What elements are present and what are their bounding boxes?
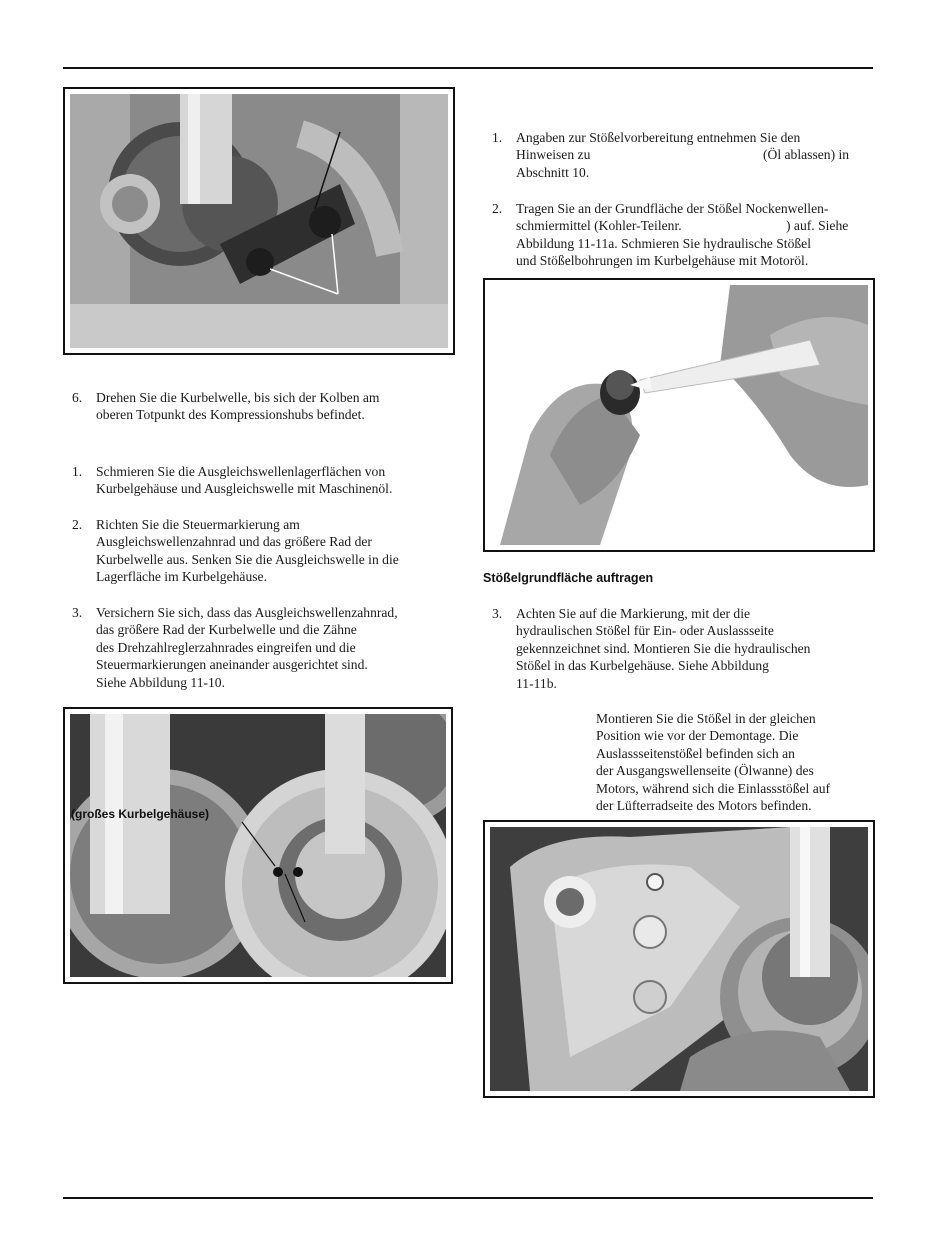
text-line: das größere Rad der Kurbelwelle und die Zähne	[96, 622, 357, 638]
figure-caption: Stößelgrundfläche auftragen	[483, 571, 654, 585]
gear-photo	[70, 714, 446, 977]
text-line: hydraulischen Stößel für Ein- oder Auslassseite	[516, 623, 774, 639]
text-line-split	[516, 146, 866, 163]
tappet-photo	[490, 285, 868, 545]
text-line: Motors, während sich die Einlassstößel auf	[596, 780, 831, 796]
text-fragment: schmiermittel (Kohler-Teilenr.	[516, 218, 682, 234]
text-line: Drehen Sie die Kurbelwelle, bis sich der Kolben am	[96, 390, 380, 405]
step-number: 2.	[492, 201, 503, 216]
bottom-rule	[63, 1197, 873, 1199]
text-line: Montieren Sie die Stößel in der gleichen	[596, 711, 816, 726]
text-line: gekennzeichnet sind. Montieren Sie die hydraulischen	[516, 640, 811, 656]
text-line: Auslassseitenstößel befinden sich an	[596, 745, 795, 761]
text-line: Abbildung 11-11a. Schmieren Sie hydraulische Stößel	[516, 235, 811, 251]
figure-label: (großes Kurbelgehäuse)	[71, 807, 210, 821]
text-fragment: ) auf. Siehe	[786, 218, 849, 234]
text-fragment: Hinweisen zu	[516, 147, 591, 163]
crankcase-gear-photo	[490, 827, 868, 1091]
figure-tappet-install-photo	[483, 820, 875, 1098]
text-line: Abschnitt 10.	[516, 164, 590, 180]
crankcase-photo	[70, 94, 448, 348]
text-line: Kurbelgehäuse und Ausgleichswelle mit Maschinenöl.	[96, 481, 393, 497]
text-line: der Lüfterradseite des Motors befinden.	[596, 798, 812, 814]
text-line: Angaben zur Stößelvorbereitung entnehmen Sie den	[516, 130, 801, 145]
text-line: Schmieren Sie die Ausgleichswellenlagerflächen von	[96, 464, 386, 479]
text-line: Tragen Sie an der Grundfläche der Stößel Nockenwellen-	[516, 201, 829, 216]
top-rule	[63, 67, 873, 69]
text-line: Achten Sie auf die Markierung, mit der die	[516, 606, 751, 621]
step-number: 2.	[72, 517, 83, 532]
text-line: Steuermarkierungen aneinander ausgerichtet sind.	[96, 657, 368, 673]
step-number: 6.	[72, 390, 83, 405]
text-line: Ausgleichswellenzahnrad und das größere Rad der	[96, 534, 372, 550]
text-line: Lagerfläche im Kurbelgehäuse.	[96, 569, 267, 585]
text-line: Richten Sie die Steuermarkierung am	[96, 517, 300, 532]
text-line: der Ausgangswellenseite (Ölwanne) des	[596, 763, 814, 779]
figure-tappet-lubricant-photo	[483, 278, 875, 552]
text-line: 11-11b.	[516, 675, 557, 691]
note-block	[596, 710, 886, 814]
text-line: Position wie vor der Demontage. Die	[596, 728, 799, 744]
step-number: 1.	[492, 130, 503, 145]
text-line: Stößel in das Kurbelgehäuse. Siehe Abbildung	[516, 658, 769, 674]
text-line: und Stößelbohrungen im Kurbelgehäuse mit Motoröl.	[516, 253, 809, 269]
text-fragment: (Öl ablassen) in	[763, 147, 850, 163]
text-line: oberen Totpunkt des Kompressionshubs befindet.	[96, 407, 365, 423]
text-line: Versichern Sie sich, dass das Ausgleichswellenzahnrad,	[96, 605, 398, 620]
step-number: 3.	[72, 605, 83, 620]
figure-gear-alignment-photo	[63, 707, 453, 984]
figure-crankshaft-photo	[63, 87, 455, 355]
text-line-split	[516, 217, 866, 234]
text-line: des Drehzahlreglerzahnrades eingreifen und die	[96, 639, 356, 655]
step-number: 1.	[72, 464, 83, 479]
text-line: Siehe Abbildung 11-10.	[96, 674, 226, 690]
text-line: Kurbelwelle aus. Senken Sie die Ausgleichswelle in die	[96, 551, 399, 567]
step-number: 3.	[492, 606, 503, 621]
